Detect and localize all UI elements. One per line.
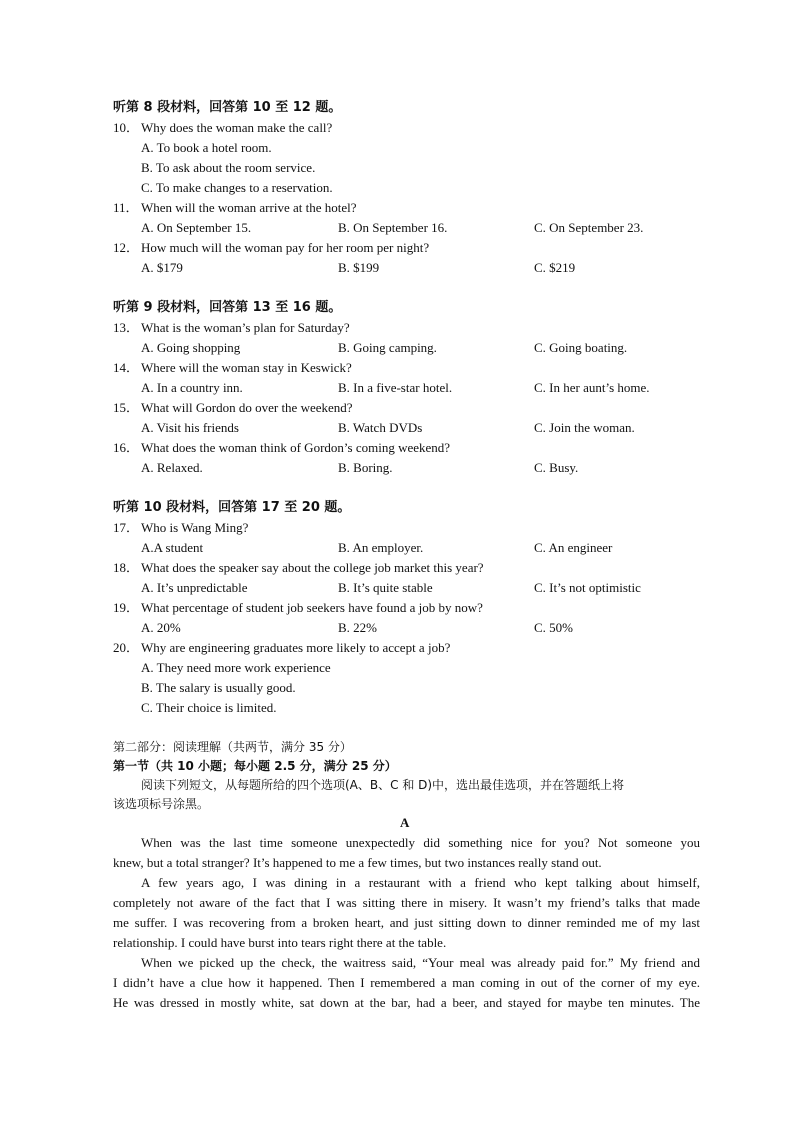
question-number: 19． — [113, 600, 140, 615]
answer-option: C. Going boating. — [534, 340, 628, 355]
question-number: 16． — [113, 440, 140, 455]
answer-option: A. In a country inn. — [141, 380, 243, 395]
answer-option: A. Going shopping — [141, 340, 241, 355]
answer-option: A.A student — [141, 540, 204, 555]
answer-option: B. An employer. — [338, 540, 424, 555]
answer-option: A. They need more work experience — [141, 660, 331, 675]
question-text: Why does the woman make the call? — [141, 120, 333, 135]
answer-option: B. 22% — [338, 620, 377, 635]
answer-option: C. $219 — [534, 260, 576, 275]
answer-option: C. It’s not optimistic — [534, 580, 641, 595]
answer-option: A. 20% — [141, 620, 181, 635]
paragraph-line: He was dressed in mostly white, sat down at the bar, had a beer, and stayed for maybe ten minutes. The — [113, 995, 700, 1010]
answer-option: A. Visit his friends — [141, 420, 239, 435]
paragraph-line: knew, but a total stranger? It’s happened to me a few times, but two instances really stand out. — [113, 855, 602, 870]
paragraph-line: When was the last time someone unexpectedly did something nice for you? Not someone you — [141, 835, 700, 850]
answer-option: A. On September 15. — [141, 220, 252, 235]
question-number: 10． — [113, 120, 140, 135]
paragraph-line: A few years ago, I was dining in a restaurant with a friend who kept talking about himself, — [141, 875, 700, 890]
answer-option: C. An engineer — [534, 540, 613, 555]
answer-option: B. To ask about the room service. — [141, 160, 316, 175]
question-text: What does the speaker say about the college job market this year? — [141, 560, 484, 575]
answer-option: B. $199 — [338, 260, 380, 275]
answer-option: C. 50% — [534, 620, 573, 635]
answer-option: B. Going camping. — [338, 340, 437, 355]
question-text: Who is Wang Ming? — [141, 520, 249, 535]
passage-letter: A — [400, 815, 410, 830]
question-number: 20． — [113, 640, 140, 655]
question-number: 18． — [113, 560, 140, 575]
question-text: What percentage of student job seekers have found a job by now? — [141, 600, 483, 615]
answer-option: C. In her aunt’s home. — [534, 380, 650, 395]
paragraph-line: completely not aware of the fact that I was sitting there in misery. It wasn’t my friend’s talks that made — [113, 895, 700, 910]
answer-option: C. On September 23. — [534, 220, 644, 235]
instructions-line: 该选项标号涂黑。 — [113, 797, 210, 811]
question-text: When will the woman arrive at the hotel? — [141, 200, 357, 215]
question-number: 13． — [113, 320, 140, 335]
section-heading: 听第 10 段材料，回答第 17 至 20 题。 — [113, 500, 351, 515]
answer-option: C. Busy. — [534, 460, 579, 475]
question-number: 15． — [113, 400, 140, 415]
answer-option: C. Their choice is limited. — [141, 700, 277, 715]
answer-option: B. In a five-star hotel. — [338, 380, 453, 395]
question-text: Why are engineering graduates more likely to accept a job? — [141, 640, 451, 655]
section-heading: 听第 9 段材料，回答第 13 至 16 题。 — [113, 300, 342, 315]
paragraph-line: me suffer. I was recovering from a broken heart, and just sitting down to dinner reminded me of my last — [113, 915, 700, 930]
question-text: Where will the woman stay in Keswick? — [141, 360, 352, 375]
question-number: 17． — [113, 520, 140, 535]
answer-option: B. Watch DVDs — [338, 420, 423, 435]
paragraph-line: relationship. I could have burst into tears right there at the table. — [113, 935, 447, 950]
answer-option: C. Join the woman. — [534, 420, 635, 435]
answer-option: B. It’s quite stable — [338, 580, 433, 595]
answer-option: B. The salary is usually good. — [141, 680, 296, 695]
answer-option: B. On September 16. — [338, 220, 448, 235]
answer-option: A. Relaxed. — [141, 460, 203, 475]
answer-option: A. It’s unpredictable — [141, 580, 248, 595]
question-number: 12． — [113, 240, 140, 255]
answer-option: A. $179 — [141, 260, 183, 275]
paragraph-line: I didn’t have a clue how it happened. Then I remembered a man coming in out of the corner of my eye. — [113, 975, 700, 990]
answer-option: B. Boring. — [338, 460, 393, 475]
question-number: 14． — [113, 360, 140, 375]
part-title: 第二部分：阅读理解（共两节，满分 35 分） — [113, 740, 352, 754]
instructions-line: 阅读下列短文，从每题所给的四个选项(A、B、C 和 D)中，选出最佳选项，并在答题纸上将 — [141, 778, 625, 792]
question-text: What is the woman’s plan for Saturday? — [141, 320, 350, 335]
question-number: 11． — [113, 200, 139, 215]
section-heading: 听第 8 段材料，回答第 10 至 12 题。 — [113, 100, 342, 115]
question-text: How much will the woman pay for her room per night? — [141, 240, 430, 255]
answer-option: A. To book a hotel room. — [141, 140, 272, 155]
section-title: 第一节（共 10 小题；每小题 2.5 分，满分 25 分） — [113, 759, 397, 773]
question-text: What will Gordon do over the weekend? — [141, 400, 353, 415]
answer-option: C. To make changes to a reservation. — [141, 180, 333, 195]
question-text: What does the woman think of Gordon’s coming weekend? — [141, 440, 451, 455]
paragraph-line: When we picked up the check, the waitress said, “Your meal was already paid for.” My friend and — [141, 955, 700, 970]
